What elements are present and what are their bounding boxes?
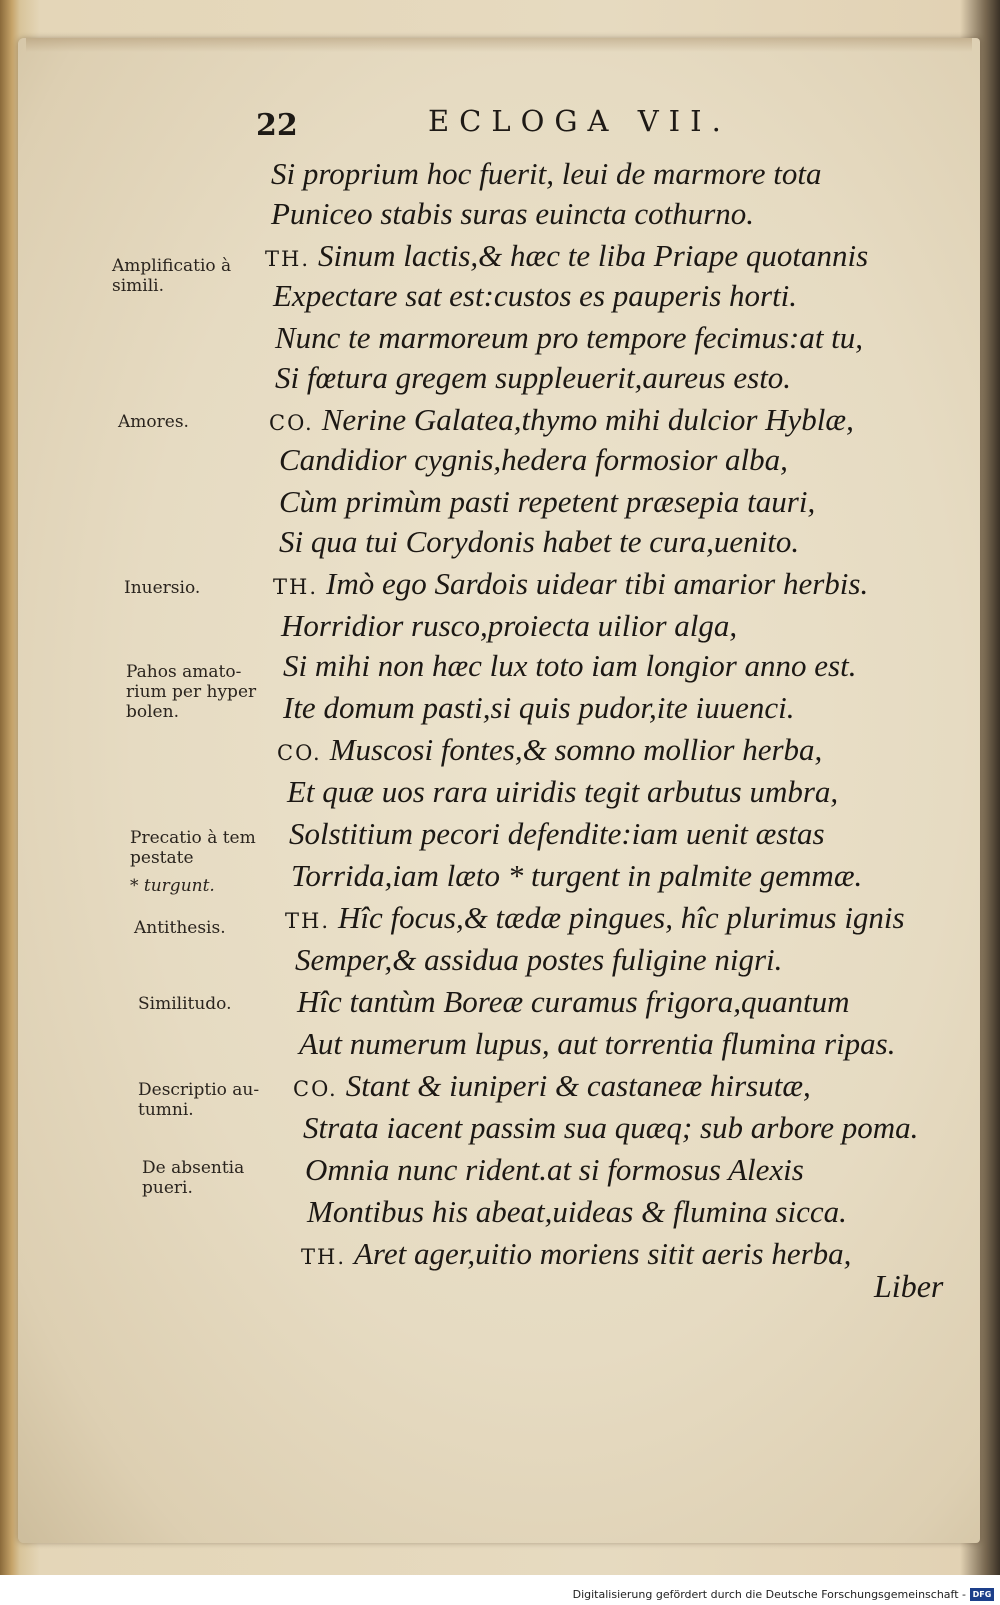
marginal-note: Similitudo.: [138, 994, 232, 1014]
verse-text: Nerine Galatea,thymo mihi dulcior Hyblæ,: [321, 402, 854, 437]
book-page: [18, 38, 980, 1543]
verse-line: [265, 278, 797, 314]
verse-text: Solstitium pecori defendite:iam uenit æstas: [289, 816, 825, 851]
marginal-note: Descriptio au- tumni.: [138, 1080, 260, 1120]
verse-text: Torrida,iam læto * turgent in palmite gemmæ.: [291, 858, 863, 893]
marginal-note: Precatio à tem pestate: [130, 828, 256, 868]
speaker-label: CO.: [269, 411, 314, 435]
verse-line: [267, 360, 791, 396]
verse-text: Omnia nunc rident.at si formosus Alexis: [305, 1152, 804, 1187]
speaker-label: CO.: [277, 741, 322, 765]
marginal-note: Antithesis.: [134, 918, 226, 938]
verse-line: [269, 402, 854, 438]
verse-line: [277, 732, 822, 768]
marginal-note: * turgunt.: [130, 876, 215, 896]
verse-text: Semper,& assidua postes fuligine nigri.: [295, 942, 783, 977]
verse-line: [299, 1194, 847, 1230]
verse-text: Aret ager,uitio moriens sitit aeris herba,: [354, 1236, 852, 1271]
verse-line: [293, 1068, 811, 1104]
verse-text: Ite domum pasti,si quis pudor,ite iuuenci.: [283, 690, 795, 725]
verse-line: [271, 442, 788, 478]
verse-line: [275, 648, 857, 684]
verse-line: [271, 484, 815, 520]
verse-line: [263, 156, 822, 192]
verse-line: [271, 524, 799, 560]
verse-text: Nunc te marmoreum pro tempore fecimus:at tu,: [275, 320, 864, 355]
verse-text: Si mihi non hæc lux toto iam longior anno est.: [283, 648, 857, 683]
dfg-logo-badge: DFG: [970, 1588, 994, 1601]
speaker-label: CO.: [293, 1077, 338, 1101]
verse-text: Expectare sat est:custos es pauperis horti.: [273, 278, 798, 313]
running-head: ECLOGA VII.: [428, 104, 731, 138]
verse-text: Hîc focus,& tædæ pingues, hîc plurimus ignis: [338, 900, 905, 935]
verse-text: Si fœtura gregem suppleuerit,aureus esto.: [275, 360, 792, 395]
verse-line: [273, 566, 868, 602]
verse-text: Strata iacent passim sua quæq; sub arbore poma.: [303, 1110, 919, 1145]
page-number: 22: [256, 108, 298, 143]
verse-text: Aut numerum lupus, aut torrentia flumina ripas.: [299, 1026, 896, 1061]
verse-text: Stant & iuniperi & castaneæ hirsutæ,: [345, 1068, 811, 1103]
verse-line: [287, 942, 782, 978]
verse-text: Si qua tui Corydonis habet te cura,uenito.: [279, 524, 800, 559]
verse-line: [289, 984, 850, 1020]
verse-text: Puniceo stabis suras euincta cothurno.: [271, 196, 755, 231]
verse-line: [267, 320, 863, 356]
verse-line: [301, 1236, 851, 1272]
speaker-label: TH.: [301, 1245, 346, 1269]
verse-text: Candidior cygnis,hedera formosior alba,: [279, 442, 788, 477]
marginal-note: Amores.: [118, 412, 189, 432]
verse-text: Imò ego Sardois uidear tibi amarior herbis.: [326, 566, 869, 601]
speaker-label: TH.: [285, 909, 330, 933]
marginal-note: Inuersio.: [124, 578, 201, 598]
verse-text: Hîc tantùm Boreæ curamus frigora,quantum: [297, 984, 850, 1019]
verse-line: [263, 196, 754, 232]
verse-text: Cùm primùm pasti repetent præsepia tauri,: [279, 484, 816, 519]
verse-text: Si proprium hoc fuerit, leui de marmore tota: [271, 156, 822, 191]
marginal-note: De absentia pueri.: [142, 1158, 245, 1198]
verse-text: Sinum lactis,& hæc te liba Priape quotannis: [318, 238, 869, 273]
speaker-label: TH.: [265, 247, 310, 271]
digitization-credit: Digitalisierung gefördert durch die Deutsche Forschungsgemeinschaft -: [572, 1588, 966, 1601]
verse-line: [291, 1026, 895, 1062]
verse-line: [279, 774, 838, 810]
verse-text: Montibus his abeat,uideas & flumina sicca.: [307, 1194, 847, 1229]
verse-line: [275, 690, 794, 726]
verse-line: [273, 608, 737, 644]
marginal-note: Pahos amato- rium per hyper bolen.: [126, 662, 257, 722]
catchword: Liber: [874, 1268, 944, 1304]
verse-text: Muscosi fontes,& somno mollior herba,: [329, 732, 823, 767]
verse-text: Et quæ uos rara uiridis tegit arbutus umbra,: [287, 774, 839, 809]
verse-text: Horridior rusco,proiecta uilior alga,: [281, 608, 738, 643]
marginal-note: Amplificatio à simili.: [112, 256, 232, 296]
verse-line: [295, 1110, 918, 1146]
verse-line: [265, 238, 868, 274]
verse-line: [285, 900, 905, 936]
speaker-label: TH.: [273, 575, 318, 599]
verse-line: [281, 816, 825, 852]
verse-line: [297, 1152, 804, 1188]
verse-line: [283, 858, 862, 894]
